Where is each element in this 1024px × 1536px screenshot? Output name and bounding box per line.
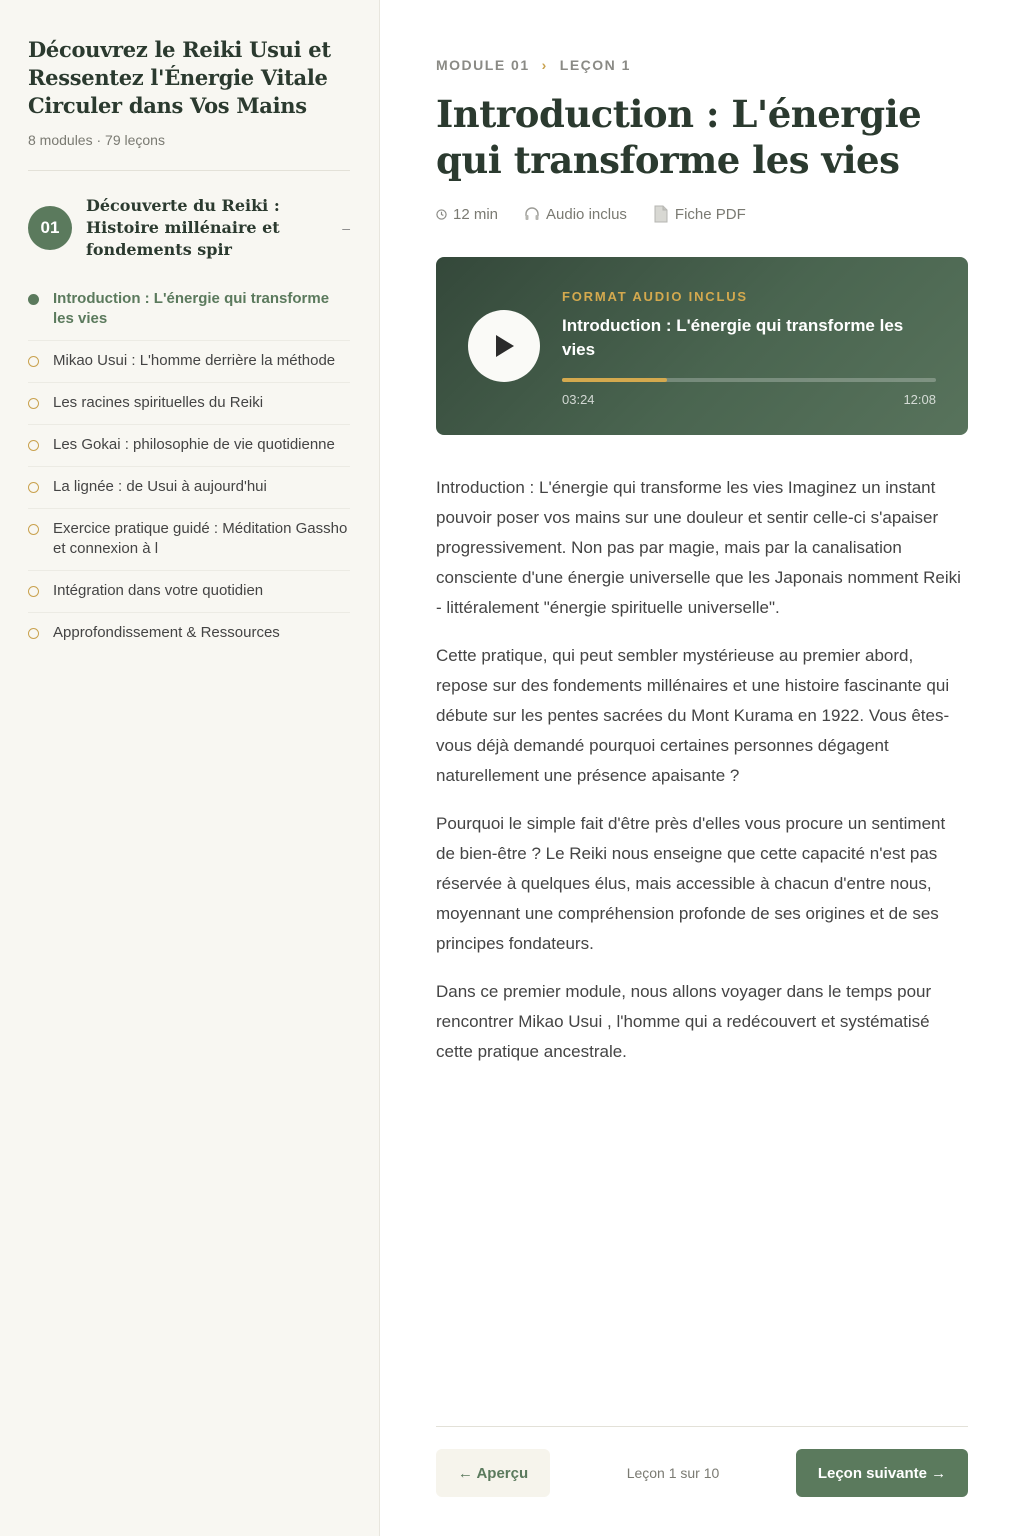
- lesson-label: Les Gokai : philosophie de vie quotidienne: [53, 436, 335, 453]
- audio-meta-text: Audio inclus: [546, 205, 627, 223]
- lesson-item[interactable]: [28, 613, 350, 654]
- lesson-status-icon: [28, 482, 39, 493]
- lesson-label: Les racines spirituelles du Reiki: [53, 394, 264, 411]
- paragraph: Pourquoi le simple fait d'être près d'elles vous procure un sentiment de bien-être ? Le Reiki nous enseigne que cette capacité n'est pas réservée à quelques élus, mais accessible à chacun d'entre nous, moyennant une compréhension profonde de ses origines et de ses principes fondateurs.: [436, 814, 946, 953]
- lesson-footer: [436, 1426, 968, 1497]
- breadcrumb-lesson: LEÇON 1: [559, 57, 631, 73]
- chevron-right-icon: ›: [541, 57, 548, 73]
- collapse-icon[interactable]: –: [342, 220, 350, 236]
- breadcrumb: [436, 57, 968, 73]
- lesson-label: Intégration dans votre quotidien: [53, 582, 264, 599]
- audio-progress-fill: [562, 378, 667, 382]
- lesson-status-icon: [28, 398, 39, 409]
- previous-button[interactable]: ← Aperçu: [436, 1449, 550, 1497]
- module-title: Découverte du Reiki : Histoire millénaire et fondements spir: [86, 196, 280, 259]
- breadcrumb-module[interactable]: MODULE 01: [436, 57, 530, 73]
- lesson-content: [436, 473, 968, 1067]
- audio-title: Introduction : L'énergie qui transforme les vies: [562, 316, 904, 359]
- lesson-status-icon: [28, 294, 39, 305]
- course-title: Découvrez le Reiki Usui et Ressentez l'Énergie Vitale Circuler dans Vos Mains: [28, 37, 331, 118]
- lesson-item[interactable]: [28, 467, 350, 509]
- lesson-label: Introduction : L'énergie qui transforme les vies: [53, 290, 330, 327]
- lesson-main: [436, 0, 968, 1536]
- audio-total-time: 12:08: [903, 392, 936, 407]
- audio-times: [562, 392, 936, 407]
- lesson-item[interactable]: [28, 383, 350, 425]
- lesson-list: [28, 279, 350, 654]
- audio-player: [436, 257, 968, 435]
- lesson-item[interactable]: [28, 425, 350, 467]
- audio-meta: [524, 206, 627, 223]
- document-icon: [653, 205, 669, 223]
- lesson-status-icon: [28, 524, 39, 535]
- sidebar-divider: [28, 170, 350, 171]
- lesson-meta: [436, 205, 968, 223]
- pdf-meta-text: Fiche PDF: [674, 205, 746, 223]
- sidebar: [0, 0, 380, 1536]
- clock-icon: [436, 209, 447, 220]
- paragraph: Dans ce premier module, nous allons voyager dans le temps pour rencontrer Mikao Usui , l'homme qui a redécouvert et systématisé cette pratique ancestrale.: [436, 982, 932, 1061]
- module-number-badge: 01: [28, 206, 72, 250]
- duration-text: 12 min: [453, 205, 499, 223]
- audio-kicker: FORMAT AUDIO INCLUS: [562, 289, 748, 304]
- lesson-item[interactable]: [28, 279, 350, 341]
- lesson-label: Mikao Usui : L'homme derrière la méthode: [53, 352, 336, 369]
- lesson-label: La lignée : de Usui à aujourd'hui: [53, 478, 267, 495]
- course-meta: 8 modules · 79 leçons: [28, 132, 165, 148]
- lesson-status-icon: [28, 440, 39, 451]
- pdf-meta[interactable]: [653, 205, 746, 223]
- page-title: Introduction : L'énergie qui transforme les vies: [436, 92, 922, 182]
- paragraph: Cette pratique, qui peut sembler mystérieuse au premier abord, repose sur des fondements millénaires et une histoire fascinante qui débute sur les pentes sacrées du Mont Kurama en 1922. Vous êtes-vous déjà demandé pourquoi certaines personnes dégagent naturellement une présence apaisante ?: [436, 646, 950, 785]
- lesson-status-icon: [28, 586, 39, 597]
- audio-progress-bar[interactable]: [562, 378, 936, 382]
- lesson-status-icon: [28, 628, 39, 639]
- footer-row: [436, 1449, 968, 1497]
- audio-current-time: 03:24: [562, 392, 595, 407]
- lesson-label: Approfondissement & Ressources: [53, 624, 280, 641]
- next-lesson-button[interactable]: Leçon suivante →: [796, 1449, 968, 1497]
- audio-info: [562, 289, 936, 407]
- duration-meta: [436, 206, 498, 223]
- lesson-item[interactable]: [28, 509, 350, 571]
- paragraph: Introduction : L'énergie qui transforme les vies Imaginez un instant pouvoir poser vos mains sur une douleur et sentir celle-ci s'apaiser progressivement. Non pas par magie, mais par la canalisation consciente d'une énergie universelle que les Japonais nomment Reiki - littéralement "énergie spirituelle universelle".: [436, 478, 961, 617]
- play-icon: [492, 333, 516, 359]
- lesson-item[interactable]: [28, 341, 350, 383]
- lesson-item[interactable]: [28, 571, 350, 613]
- module-header[interactable]: [28, 195, 350, 261]
- play-button[interactable]: [468, 310, 540, 382]
- lesson-counter: Leçon 1 sur 10: [626, 1465, 720, 1481]
- lesson-status-icon: [28, 356, 39, 367]
- lesson-label: Exercice pratique guidé : Méditation Gassho et connexion à l: [53, 520, 348, 557]
- headphones-icon: [524, 206, 540, 222]
